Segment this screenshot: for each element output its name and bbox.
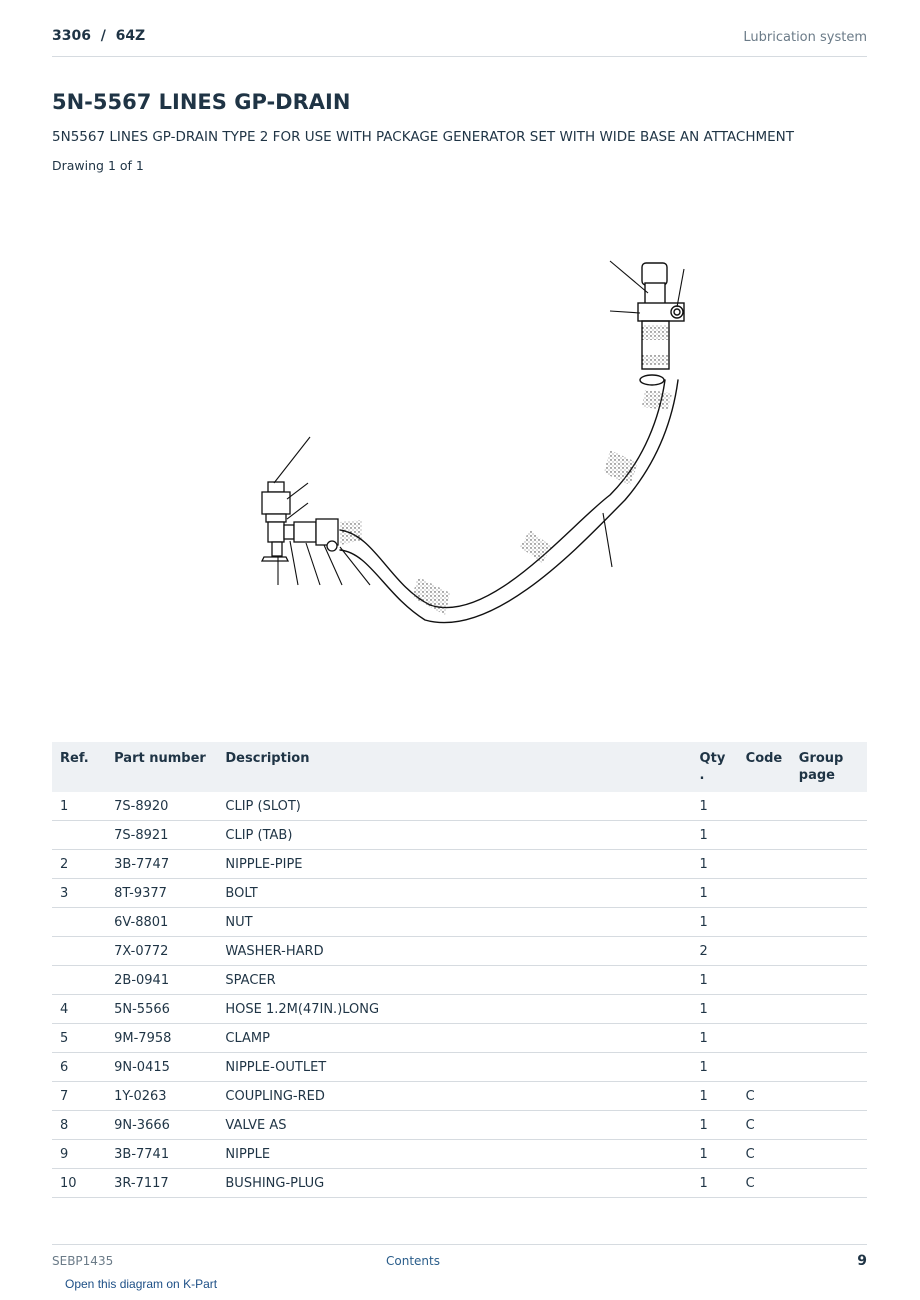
table-row <box>52 792 867 821</box>
table-row <box>52 850 867 879</box>
table-row <box>52 995 867 1024</box>
page-title: 5N-5567 LINES GP-DRAIN <box>52 90 351 114</box>
cell-qty: 1 <box>692 821 738 850</box>
cell-group-page <box>791 1140 867 1169</box>
cell-ref: 4 <box>52 995 106 1024</box>
cell-qty: 1 <box>692 966 738 995</box>
cell-description: WASHER-HARD <box>217 937 691 966</box>
cell-code <box>738 937 791 966</box>
cell-code <box>738 908 791 937</box>
parts-table <box>52 742 867 1198</box>
page-number: 9 <box>857 1253 867 1269</box>
col-ref: Ref. <box>52 742 106 792</box>
cell-description: NUT <box>217 908 691 937</box>
cell-code <box>738 1053 791 1082</box>
cell-qty: 1 <box>692 995 738 1024</box>
cell-group-page <box>791 1053 867 1082</box>
cell-description: COUPLING-RED <box>217 1082 691 1111</box>
cell-part-number: 5N-5566 <box>106 995 217 1024</box>
cell-code <box>738 792 791 821</box>
page-footer <box>52 1244 867 1275</box>
cell-group-page <box>791 1024 867 1053</box>
cell-qty: 1 <box>692 1053 738 1082</box>
cell-group-page <box>791 1111 867 1140</box>
cell-qty: 1 <box>692 879 738 908</box>
cell-description: NIPPLE <box>217 1140 691 1169</box>
hose-end <box>640 375 664 385</box>
cell-qty: 1 <box>692 1140 738 1169</box>
cell-code <box>738 879 791 908</box>
table-row <box>52 1111 867 1140</box>
col-code: Code <box>738 742 791 792</box>
cell-qty: 1 <box>692 908 738 937</box>
cell-description: NIPPLE-PIPE <box>217 850 691 879</box>
drawing-count: Drawing 1 of 1 <box>52 158 144 173</box>
hose-inner-wall <box>340 380 678 623</box>
cell-qty: 1 <box>692 1169 738 1198</box>
col-part-number: Part number <box>106 742 217 792</box>
cell-ref: 7 <box>52 1082 106 1111</box>
cell-ref <box>52 908 106 937</box>
cell-description: CLIP (TAB) <box>217 821 691 850</box>
cell-ref: 10 <box>52 1169 106 1198</box>
cell-part-number: 9N-3666 <box>106 1111 217 1140</box>
cell-code <box>738 995 791 1024</box>
cell-group-page <box>791 1169 867 1198</box>
cell-code <box>738 966 791 995</box>
cell-description: BOLT <box>217 879 691 908</box>
page-header <box>52 28 867 57</box>
contents-link[interactable]: Contents <box>386 1254 440 1268</box>
section-label: Lubrication system <box>743 30 867 45</box>
cell-code <box>738 1024 791 1053</box>
cell-description: CLIP (SLOT) <box>217 792 691 821</box>
col-description: Description <box>217 742 691 792</box>
cell-group-page <box>791 850 867 879</box>
table-row <box>52 1140 867 1169</box>
cell-ref: 5 <box>52 1024 106 1053</box>
cell-qty: 1 <box>692 1111 738 1140</box>
cell-part-number: 2B-0941 <box>106 966 217 995</box>
cell-ref: 2 <box>52 850 106 879</box>
model-label: 3306 / 64Z <box>52 28 146 44</box>
cell-description: SPACER <box>217 966 691 995</box>
table-row <box>52 879 867 908</box>
cell-code: C <box>738 1140 791 1169</box>
table-row <box>52 908 867 937</box>
cell-part-number: 7X-0772 <box>106 937 217 966</box>
cell-qty: 1 <box>692 850 738 879</box>
table-row <box>52 966 867 995</box>
cell-description: CLAMP <box>217 1024 691 1053</box>
cell-group-page <box>791 937 867 966</box>
cell-part-number: 3B-7747 <box>106 850 217 879</box>
cell-ref <box>52 937 106 966</box>
cell-ref <box>52 966 106 995</box>
table-row <box>52 1053 867 1082</box>
cell-ref: 3 <box>52 879 106 908</box>
table-row <box>52 1082 867 1111</box>
cell-group-page <box>791 821 867 850</box>
cell-group-page <box>791 995 867 1024</box>
cell-ref: 8 <box>52 1111 106 1140</box>
doc-id: SEBP1435 <box>52 1254 114 1268</box>
top-cap <box>642 263 667 285</box>
hose-outer-wall <box>340 380 665 608</box>
cell-ref: 9 <box>52 1140 106 1169</box>
cell-code: C <box>738 1169 791 1198</box>
cell-code: C <box>738 1111 791 1140</box>
cell-ref <box>52 821 106 850</box>
table-header-row <box>52 742 867 792</box>
cell-part-number: 1Y-0263 <box>106 1082 217 1111</box>
cell-description: NIPPLE-OUTLET <box>217 1053 691 1082</box>
cell-part-number: 7S-8920 <box>106 792 217 821</box>
cell-qty: 1 <box>692 792 738 821</box>
cell-ref: 6 <box>52 1053 106 1082</box>
cell-description: VALVE AS <box>217 1111 691 1140</box>
cell-code: C <box>738 1082 791 1111</box>
page-subtitle: 5N5567 LINES GP-DRAIN TYPE 2 FOR USE WITH PACKAGE GENERATOR SET WITH WIDE BASE AN ATTACHMENT <box>52 129 795 145</box>
cell-part-number: 8T-9377 <box>106 879 217 908</box>
table-row <box>52 1024 867 1053</box>
kpart-link[interactable]: Open this diagram on K-Part <box>65 1277 218 1291</box>
table-row <box>52 821 867 850</box>
cell-part-number: 3R-7117 <box>106 1169 217 1198</box>
cell-group-page <box>791 792 867 821</box>
cell-qty: 2 <box>692 937 738 966</box>
cell-description: HOSE 1.2M(47IN.)LONG <box>217 995 691 1024</box>
cell-part-number: 9M-7958 <box>106 1024 217 1053</box>
cell-description: BUSHING-PLUG <box>217 1169 691 1198</box>
table-row <box>52 1169 867 1198</box>
cell-part-number: 7S-8921 <box>106 821 217 850</box>
cell-group-page <box>791 879 867 908</box>
cell-code <box>738 821 791 850</box>
cell-group-page <box>791 908 867 937</box>
cell-part-number: 6V-8801 <box>106 908 217 937</box>
cell-qty: 1 <box>692 1024 738 1053</box>
cell-qty: 1 <box>692 1082 738 1111</box>
col-group-page: Group page <box>791 742 867 792</box>
table-row <box>52 937 867 966</box>
cell-part-number: 9N-0415 <box>106 1053 217 1082</box>
cell-part-number: 3B-7741 <box>106 1140 217 1169</box>
parts-diagram <box>190 195 730 715</box>
cell-group-page <box>791 966 867 995</box>
cell-code <box>738 850 791 879</box>
cell-ref: 1 <box>52 792 106 821</box>
col-qty: Qty . <box>692 742 738 792</box>
cell-group-page <box>791 1082 867 1111</box>
